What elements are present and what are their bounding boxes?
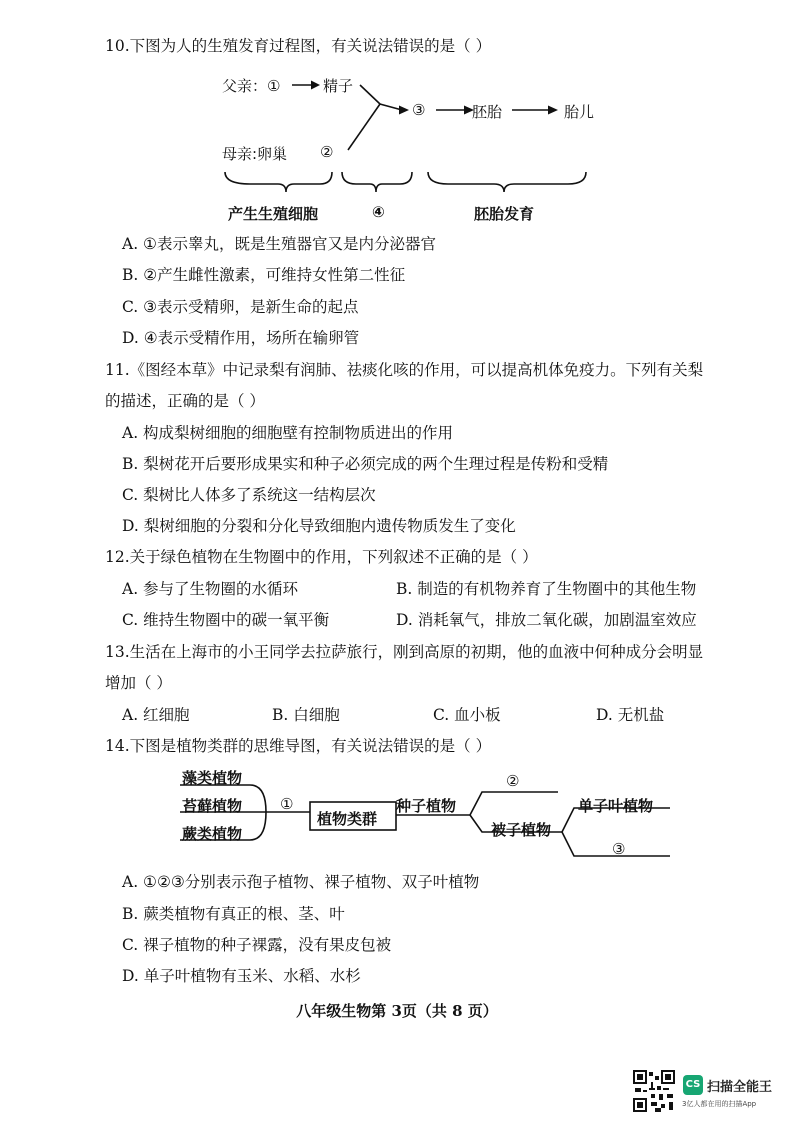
q14-algae: 藻类植物 (182, 769, 243, 787)
q14-stem: 14.下图是植物类群的思维导图，有关说法错误的是（ ） (105, 737, 492, 755)
q14-option-b: B. 蕨类植物有真正的根、茎、叶 (122, 905, 345, 923)
q10-brace3-label: 胚胎发育 (474, 205, 535, 223)
q14-circle2: ② (506, 772, 520, 790)
q10-option-b: B. ②产生雌性激素，可维持女性第二性征 (122, 266, 406, 284)
q10-sperm-label: 精子 (323, 77, 354, 95)
q10-brace1-label: 产生生殖细胞 (228, 205, 319, 223)
q13-option-b: B. 白细胞 (272, 706, 340, 724)
scanner-logo: CS (683, 1075, 703, 1095)
q13-option-a: A. 红细胞 (122, 706, 190, 724)
q10-option-d: D. ④表示受精作用，场所在输卵管 (122, 329, 360, 347)
q14-circle1: ① (280, 795, 294, 813)
q14-monocots: 单子叶植物 (578, 797, 654, 815)
qr-code-icon (633, 1070, 675, 1112)
q10-stem: 10.下图为人的生殖发育过程图，有关说法错误的是（ ） (105, 37, 492, 55)
q10-mother-label: 母亲:卵巢 (222, 145, 288, 163)
q12-option-c: C. 维持生物圈中的碳一氧平衡 (122, 611, 330, 629)
scanner-name: 扫描全能王 (707, 1080, 773, 1095)
q11-stem-line2: 的描述，正确的是（ ） (105, 392, 265, 410)
q14-center: 植物类群 (317, 810, 378, 828)
q13-stem-line1: 13.生活在上海市的小王同学去拉萨旅行，刚到高原的初期，他的血液中何种成分会明显 (105, 643, 704, 661)
q11-stem-line1: 11.《图经本草》中记录梨有润肺、祛痰化咳的作用，可以提高机体免疫力。下列有关梨 (105, 361, 704, 379)
q10-circle2: ② (320, 143, 334, 161)
page-footer: 八年级生物第 3页（共 8 页） (296, 1002, 498, 1020)
q10-brace2-label: ④ (372, 203, 385, 221)
q12-option-a: A. 参与了生物圈的水循环 (122, 580, 299, 598)
q10-option-c: C. ③表示受精卵，是新生命的起点 (122, 298, 359, 316)
q12-stem: 12.关于绿色植物在生物圈中的作用，下列叙述不正确的是（ ） (105, 548, 538, 566)
q14-option-d: D. 单子叶植物有玉米、水稻、水杉 (122, 967, 361, 985)
q11-option-c: C. 梨树比人体多了系统这一结构层次 (122, 486, 376, 504)
q10-option-a: A. ①表示睾丸，既是生殖器官又是内分泌器官 (122, 235, 436, 253)
q11-option-a: A. 构成梨树细胞的细胞壁有控制物质进出的作用 (122, 424, 454, 442)
scanner-tagline: 3亿人都在用的扫描App (682, 1100, 757, 1108)
q14-circle3: ③ (612, 840, 626, 858)
q14-option-c: C. 裸子植物的种子裸露，没有果皮包被 (122, 936, 392, 954)
q13-option-d: D. 无机盐 (596, 706, 665, 724)
q10-father-label: 父亲：① (222, 77, 281, 95)
q14-fern: 蕨类植物 (182, 825, 243, 843)
q12-option-b: B. 制造的有机物养育了生物圈中的其他生物 (396, 580, 697, 598)
q13-stem-line2: 增加（ ） (105, 674, 172, 692)
q10-embryo-label: 胚胎 (472, 103, 503, 121)
q14-angiosperms: 被子植物 (491, 821, 552, 839)
q11-option-b: B. 梨树花开后要形成果实和种子必须完成的两个生理过程是传粉和受精 (122, 455, 609, 473)
q14-seed-plants: 种子植物 (396, 797, 457, 815)
q10-circle3: ③ (412, 101, 426, 119)
q13-option-c: C. 血小板 (433, 706, 501, 724)
q12-option-d: D. 消耗氧气，排放二氧化碳，加剧温室效应 (396, 611, 697, 629)
q10-fetus-label: 胎儿 (564, 103, 595, 121)
q14-option-a: A. ①②③分别表示孢子植物、裸子植物、双子叶植物 (122, 873, 480, 891)
q11-option-d: D. 梨树细胞的分裂和分化导致细胞内遗传物质发生了变化 (122, 517, 516, 535)
q14-moss: 苔藓植物 (182, 797, 243, 815)
